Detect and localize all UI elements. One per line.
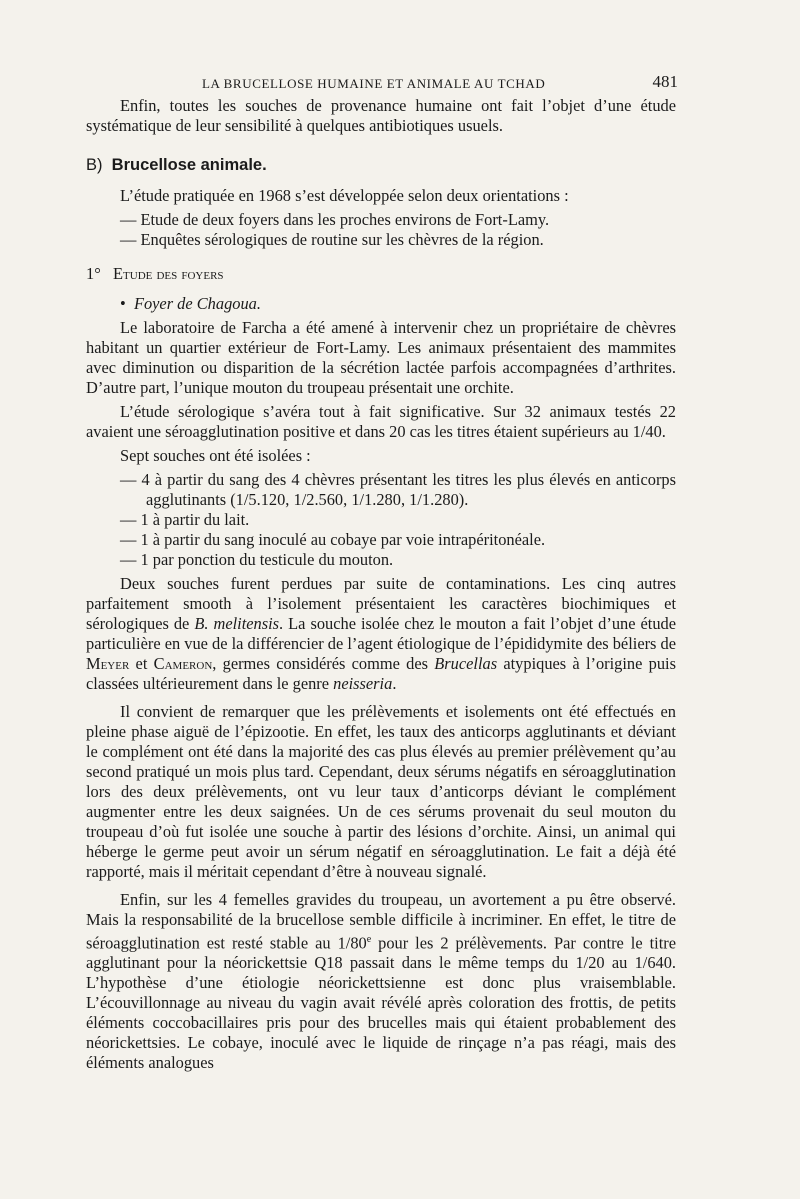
- text-run: pour les 2 prélèvements. Par contre le titre agglutinant pour la néorickettsie Q18 passait dans le même temps du 1/20 au 1/640. L’hypothèse d’une étiologie néorickettsienne est donc plus vraisemblable. L’écouvillonnage au niveau du vagin avait révélé après coloration des frottis, de petits éléments coccobacillaires pris pour des brucelles mais qui étaient probablement des néorickettsies. Le cobaye, inoculé avec le liquide de rinçage n’a pas réagi, mais des éléments analogues: [86, 933, 676, 1073]
- paragraph-intro: Enfin, toutes les souches de provenance humaine ont fait l’objet d’une étude systématique de leur sensibilité à quelques antibiotiques usuels.: [86, 96, 676, 135]
- genus-name: neisseria: [333, 674, 393, 693]
- souche-item-3: — 1 à partir du sang inoculé au cobaye par voie intrapéritonéale.: [120, 530, 546, 549]
- section-b-label: B): [86, 156, 103, 174]
- subsection-title: Etude des foyers: [113, 264, 224, 283]
- text-run: . La souche isolée chez le mouton a fait l’objet d’une étude particulière en vue de la différencier de l’agent étiologique de l’épididymite des béliers de: [86, 614, 677, 653]
- section-b-heading: [86, 154, 676, 176]
- text-run: .: [392, 674, 397, 693]
- paragraph-farcha: Le laboratoire de Farcha a été amené à intervenir chez un propriétaire de chèvres habitant un quartier extérieur de Fort-Lamy. Les animaux présentaient des mammites avec diminution ou disparition de la sécrétion lactée parfois accompagnées d’arthrites. D’autre part, l’unique mouton du troupeau présentait une orchite.: [86, 318, 676, 397]
- souche-item-2: — 1 à partir du lait.: [120, 510, 250, 529]
- paragraph-serologie: L’étude sérologique s’avéra tout à fait significative. Sur 32 animaux testés 22 avaient une séroagglutination positive et dans 20 cas les titres étaient supérieurs au 1/40.: [86, 402, 676, 441]
- section-b-title: Brucellose animale.: [111, 156, 267, 174]
- species-name: B. melitensis: [194, 614, 280, 633]
- genus-name: Brucellas: [434, 654, 498, 673]
- author-name: Cameron: [153, 654, 213, 673]
- page-number: 481: [652, 72, 678, 91]
- subsection-number: 1°: [86, 264, 101, 283]
- paragraph-sept-souches: Sept souches ont été isolées :: [120, 446, 311, 465]
- text-run: , germes considérés comme des: [212, 654, 435, 673]
- author-name: Meyer: [86, 654, 130, 673]
- subsection-1-heading: [86, 264, 676, 284]
- paragraph-orientations: L’étude pratiquée en 1968 s’est développée selon deux orientations :: [120, 186, 569, 205]
- foyer-heading: [86, 294, 676, 314]
- paragraph-convient: Il convient de remarquer que les prélèvements et isolements ont été effectués en pleine phase aiguë de l’épizootie. En effet, les taux des anticorps agglutinants et déviant le complément ont été dans la majorité des cas plus élevés au premier prélèvement qu’au second pratiqué un mois plus tard. Cependant, deux sérums négatifs en séroagglutination lors des deux prélèvements, ont vu leur taux d’anticorps déviant le complément augmenter entre les deux saignées. Un de ces sérums provenait du seul mouton du troupeau d’où fut isolée une souche à partir des lésions d’orchite. Ainsi, un animal qui héberge le germe peut avoir un sérum négatif en séroagglutination. Le fait a déjà été rapporté, mais il méritait cependant d’être à nouveau signalé.: [86, 702, 676, 881]
- text-run: atypiques à l’origine puis classées ultérieurement dans le genre: [86, 654, 676, 693]
- foyer-name: Foyer de Chagoua.: [133, 294, 261, 313]
- superscript: e: [366, 934, 372, 945]
- paragraph-deux-souches: [86, 574, 676, 694]
- text-run: et: [129, 654, 154, 673]
- page: [86, 66, 676, 1073]
- bullet-icon: •: [120, 294, 126, 313]
- running-title: LA BRUCELLOSE HUMAINE ET ANIMALE AU TCHAD: [202, 76, 546, 91]
- running-header: [86, 66, 676, 96]
- souche-item-4: — 1 par ponction du testicule du mouton.: [120, 550, 394, 569]
- text-run: Enfin, sur les 4 femelles gravides du troupeau, un avortement a pu être observé. Mais la responsabilité de la brucellose semble difficile à incriminer. En effet, le titre de séroagglutination est resté stable au 1/80: [86, 890, 676, 953]
- paragraph-femelles: [86, 890, 676, 1073]
- orientation-item-1: — Etude de deux foyers dans les proches environs de Fort-Lamy.: [120, 210, 550, 229]
- text-run: Deux souches furent perdues par suite de contaminations. Les cinq autres parfaitement smooth à l’isolement présentaient les caractères biochimiques et sérologiques de: [86, 574, 676, 633]
- orientation-item-2: — Enquêtes sérologiques de routine sur les chèvres de la région.: [120, 230, 544, 249]
- souche-item-1: — 4 à partir du sang des 4 chèvres présentant les titres les plus élevés en anticorps agglutinants (1/5.120, 1/2.560, 1/1.280, 1/1.280).: [120, 470, 676, 509]
